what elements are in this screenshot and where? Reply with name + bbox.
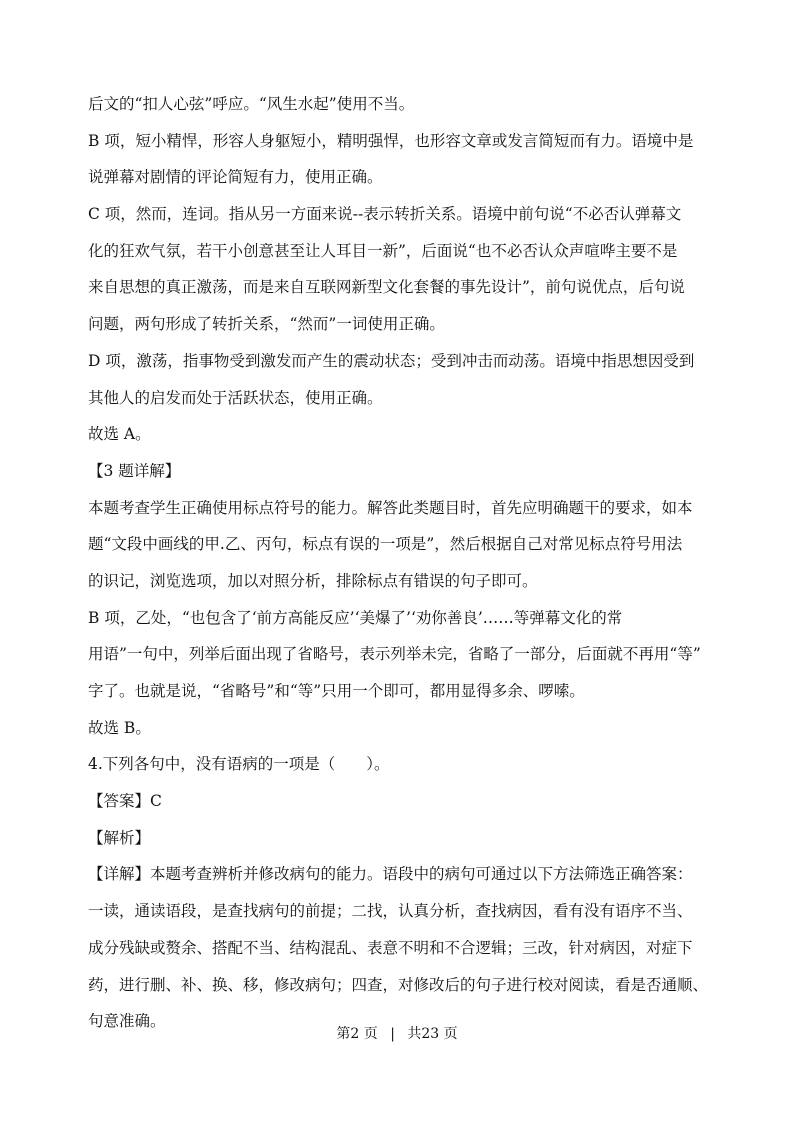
text-line: 故选 A。 (88, 425, 151, 444)
text-line: 句意准确。 (88, 1012, 166, 1031)
section-heading: 【3 题详解】 (88, 461, 181, 480)
text-line: 成分残缺或赘余、搭配不当、结构混乱、表意不明和不合逻辑；三改，针对病因，对症下 (88, 938, 693, 957)
text-line: C 项，然而，连词。指从另一方面来说--表示转折关系。语境中前句说“不必否认弹幕文 (88, 205, 682, 224)
text-line: 的识记，浏览选项，加以对照分析，排除标点有错误的句子即可。 (88, 571, 538, 590)
text-line: 故选 B。 (88, 718, 151, 737)
text-line: 来自思想的真正激荡，而是来自互联网新型文化套餐的事先设计”，前句说优点，后句说 (88, 278, 685, 297)
document-body (88, 86, 720, 1040)
text-line: B 项，乙处，“也包含了‘前方高能反应’‘美爆了’‘劝你善良’……等弹幕文化的常 (88, 608, 623, 627)
text-line: 问题，两句形成了转折关系，“然而”一词使用正确。 (88, 315, 445, 334)
text-line: B 项，短小精悍，形容人身躯短小，精明强悍，也形容文章或发言简短而有力。语境中是 (88, 131, 694, 150)
analysis-heading: 【解析】 (88, 828, 151, 847)
text-line: 本题考查学生正确使用标点符号的能力。解答此类题目时，首先应明确题干的要求，如本 (88, 498, 693, 517)
page-number-current: 第2 页 (336, 1026, 378, 1042)
text-line: 题“文段中画线的甲.乙、丙句，标点有误的一项是”，然后根据自己对常见标点符号用法 (88, 535, 683, 554)
question-text: 4.下列各句中，没有语病的一项是（ ）。 (88, 755, 390, 774)
text-line: 字了。也就是说，“省略号”和“等”只用一个即可，都用显得多余、啰嗦。 (88, 682, 585, 700)
text-line: 【详解】本题考查辨析并修改病句的能力。语段中的病句可通过以下方法筛选正确答案： (88, 865, 693, 884)
text-line: 其他人的启发而处于活跃状态，使用正确。 (88, 388, 383, 407)
text-line: 一读，通读语段，是查找病句的前提；二找，认真分析，查找病因，看有没有语序不当、 (88, 902, 693, 921)
text-line: 用语”一句中，列举后面出现了省略号，表示列举未完，省略了一部分，后面就不再用“等” (88, 645, 701, 664)
text-line: 药，进行删、补、换、移，修改病句；四查，对修改后的句子进行校对阅读，看是否通顺、 (88, 975, 709, 994)
answer-label: 【答案】C (88, 792, 162, 811)
footer-separator: | (390, 1026, 395, 1042)
text-line: D 项，激荡，指事物受到激发而产生的震动状态；受到冲击而动荡。语境中指思想因受到 (88, 351, 695, 370)
text-line: 化的狂欢气氛，若干小创意甚至让人耳目一新”，后面说“也不必否认众声喧哗主要不是 (88, 241, 678, 260)
page-number-total: 共23 页 (407, 1026, 458, 1042)
text-line: 说弹幕对剧情的评论简短有力，使用正确。 (88, 168, 383, 187)
text-line: 后文的“扣人心弦”呼应。“风生水起”使用不当。 (88, 95, 415, 113)
page-footer (0, 1024, 794, 1044)
